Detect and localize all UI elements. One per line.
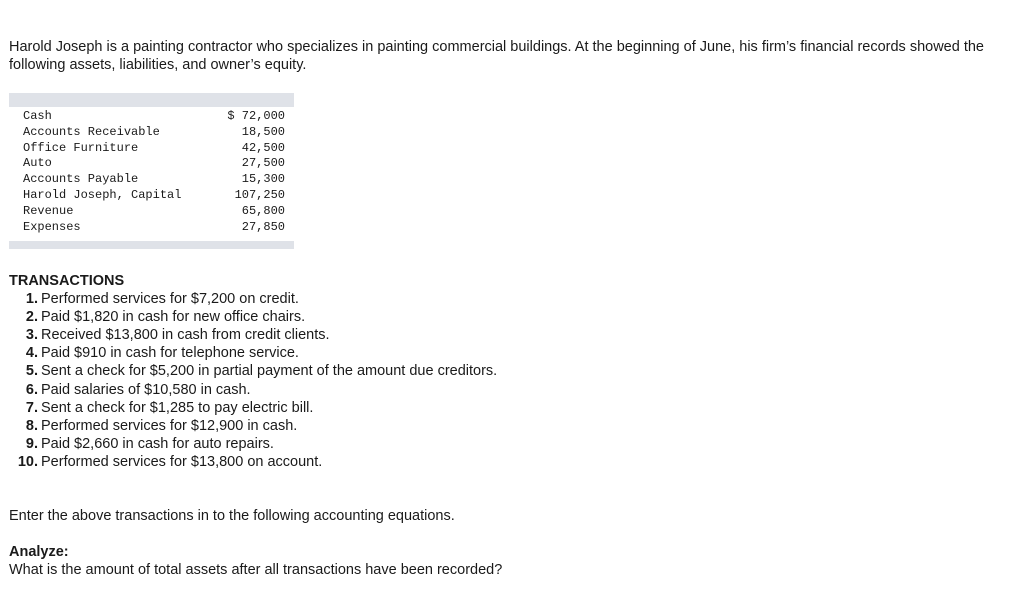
transaction-number: 6. [25,381,38,398]
account-name: Office Furniture [23,140,139,155]
account-amount: 65,800 [241,203,285,218]
balance-rows [23,109,285,235]
list-item [9,381,497,399]
table-row [23,220,285,236]
account-name: Auto [23,156,52,171]
account-name: Accounts Payable [23,172,139,187]
account-name: Harold Joseph, Capital [23,187,182,202]
transaction-text: Performed services for $7,200 on credit. [41,291,299,308]
transaction-number: 7. [25,399,38,416]
table-row [23,188,285,204]
list-item [9,326,497,344]
transaction-number: 9. [25,435,38,452]
account-amount: 42,500 [241,140,285,155]
analyze-section [9,543,502,579]
table-header-bar [9,93,294,107]
list-item [9,308,497,326]
table-row [23,125,285,141]
account-amount: 18,500 [241,124,285,139]
list-item [9,453,497,471]
transaction-text: Paid salaries of $10,580 in cash. [41,381,251,398]
transactions-list [9,290,497,471]
transactions-section [9,272,497,471]
analyze-question: What is the amount of total assets after all transactions have been recorded? [9,562,503,578]
transaction-text: Performed services for $12,900 in cash. [41,417,298,434]
analyze-heading: Analyze: [9,544,69,560]
transaction-text: Sent a check for $5,200 in partial payment of the amount due creditors. [41,363,498,380]
transaction-number: 3. [25,327,38,344]
transaction-number: 4. [25,345,38,362]
balance-table [9,93,294,250]
table-footer-bar [9,241,294,249]
list-item [9,344,497,362]
transaction-text: Paid $2,660 in cash for auto repairs. [41,435,274,452]
transaction-number: 10. [17,453,38,470]
account-name: Expenses [23,219,81,234]
account-name: Cash [23,109,52,123]
transaction-number: 5. [25,363,38,380]
list-item [9,435,497,453]
transactions-heading: TRANSACTIONS [9,273,125,289]
account-amount: 107,250 [234,187,285,202]
list-item [9,417,497,435]
table-row [23,172,285,188]
list-item [9,290,497,308]
list-item [9,399,497,417]
transaction-text: Paid $910 in cash for telephone service. [41,345,299,362]
account-amount: 15,300 [241,172,285,187]
account-name: Revenue [23,203,74,218]
transaction-number: 1. [25,291,38,308]
account-amount: $ 72,000 [227,109,285,123]
table-row [23,204,285,220]
list-item [9,362,497,380]
intro-paragraph: Harold Joseph is a painting contractor who specializes in painting commercial buildings. At the beginning of June, his firm’s financial records showed the following assets, liabilities, and owner’s equity. [9,39,984,73]
transaction-number: 8. [25,417,38,434]
account-name: Accounts Receivable [23,124,160,139]
transaction-text: Sent a check for $1,285 to pay electric bill. [41,399,314,416]
instruction-text: Enter the above transactions in to the following accounting equations. [9,508,455,524]
table-row [23,156,285,172]
transaction-number: 2. [25,309,38,326]
transaction-text: Performed services for $13,800 on account. [41,453,323,470]
table-row [23,109,285,125]
table-row [23,141,285,157]
transaction-text: Paid $1,820 in cash for new office chairs. [41,309,306,326]
transaction-text: Received $13,800 in cash from credit clients. [41,327,330,344]
account-amount: 27,850 [241,219,285,234]
account-amount: 27,500 [241,156,285,171]
